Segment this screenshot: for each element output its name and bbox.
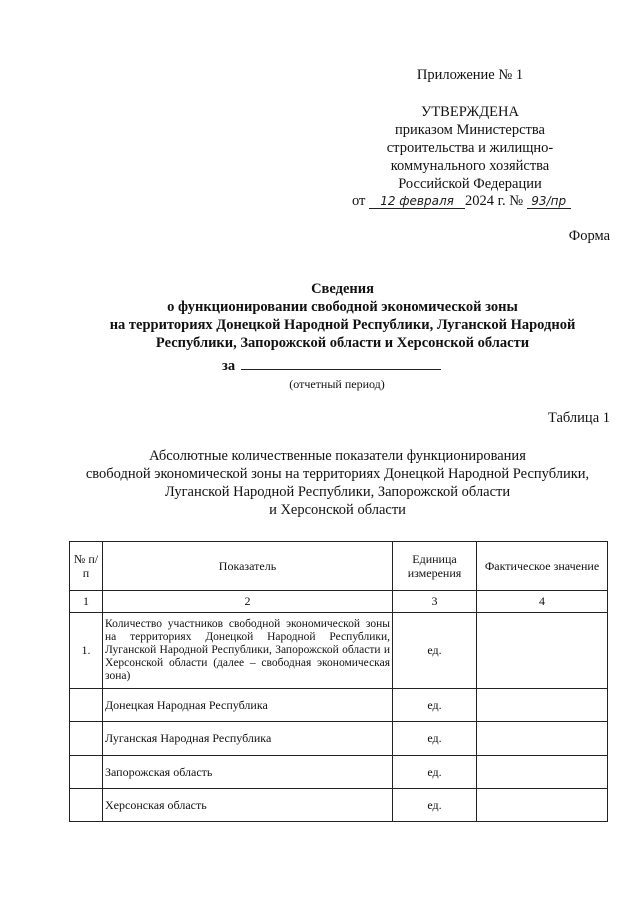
date-prefix: от xyxy=(352,193,366,209)
column-number: 2 xyxy=(103,591,393,613)
row-value-cell[interactable] xyxy=(477,613,608,689)
for-label: за xyxy=(222,358,236,374)
row-unit: ед. xyxy=(393,689,477,722)
approval-line: Российской Федерации xyxy=(398,176,542,192)
row-indicator: Количество участников свободной экономической зоны на территориях Донецкой Народной Республики, Луганской Народной Республики, Запорожской области и Херсонской области (далее – свободная экономическая зона) xyxy=(103,613,393,689)
row-value-cell[interactable] xyxy=(477,756,608,789)
order-year-number: 2024 г. № xyxy=(465,193,524,209)
row-value-cell[interactable] xyxy=(477,722,608,756)
header-indicator: Показатель xyxy=(103,542,393,591)
approval-line: УТВЕРЖДЕНА xyxy=(421,104,519,120)
row-unit: ед. xyxy=(393,789,477,822)
table-header-row xyxy=(70,542,608,591)
row-number xyxy=(70,756,103,789)
column-numbering-row xyxy=(70,591,608,613)
title-line: Сведения xyxy=(311,281,374,297)
row-value-cell[interactable] xyxy=(477,689,608,722)
row-number: 1. xyxy=(70,613,103,689)
form-label: Форма xyxy=(568,228,610,244)
caption-line: свободной экономической зоны на территориях Донецкой Народной Республики, xyxy=(85,466,590,482)
table-caption xyxy=(60,447,615,519)
appendix-label: Приложение № 1 xyxy=(416,67,524,83)
row-indicator: Запорожская область xyxy=(103,756,393,789)
caption-line: Абсолютные количественные показатели функционирования xyxy=(149,448,526,464)
period-caption: (отчетный период) xyxy=(289,377,385,391)
title-line: Республики, Запорожской области и Херсонской области xyxy=(155,335,530,351)
column-number: 4 xyxy=(477,591,608,613)
header-unit: Единица измерения xyxy=(393,542,477,591)
table-row xyxy=(70,722,608,756)
title-line: о функционировании свободной экономической зоны xyxy=(167,299,518,315)
row-indicator: Луганская Народная Республика xyxy=(103,722,393,756)
table-row xyxy=(70,613,608,689)
handwritten-date: 12 февраля xyxy=(369,194,465,209)
handwritten-order-number: 93/пр xyxy=(527,194,571,209)
approval-line: коммунального хозяйства xyxy=(390,158,550,174)
row-unit: ед. xyxy=(393,722,477,756)
caption-line: и Херсонской области xyxy=(269,502,406,518)
table-row xyxy=(70,756,608,789)
row-number xyxy=(70,722,103,756)
document-title xyxy=(80,280,605,352)
column-number: 3 xyxy=(393,591,477,613)
order-date-line xyxy=(352,193,571,210)
approval-line: строительства и жилищно- xyxy=(386,140,554,156)
row-unit: ед. xyxy=(393,756,477,789)
column-number: 1 xyxy=(70,591,103,613)
approval-line: приказом Министерства xyxy=(395,122,545,138)
caption-line: Луганской Народной Республики, Запорожской области xyxy=(164,484,511,500)
table-row xyxy=(70,689,608,722)
reporting-period-line xyxy=(222,358,441,375)
approval-block xyxy=(345,103,595,193)
table-row xyxy=(70,789,608,822)
row-number xyxy=(70,789,103,822)
table-number: Таблица 1 xyxy=(547,410,610,426)
title-line: на территориях Донецкой Народной Республики, Луганской Народной xyxy=(109,317,576,333)
header-number: № п/п xyxy=(70,542,103,591)
row-indicator: Херсонская область xyxy=(103,789,393,822)
reporting-period-blank[interactable] xyxy=(241,369,441,370)
row-unit: ед. xyxy=(393,613,477,689)
header-value: Фактическое значение xyxy=(477,542,608,591)
row-value-cell[interactable] xyxy=(477,789,608,822)
row-indicator: Донецкая Народная Республика xyxy=(103,689,393,722)
row-number xyxy=(70,689,103,722)
indicators-table xyxy=(69,541,608,822)
